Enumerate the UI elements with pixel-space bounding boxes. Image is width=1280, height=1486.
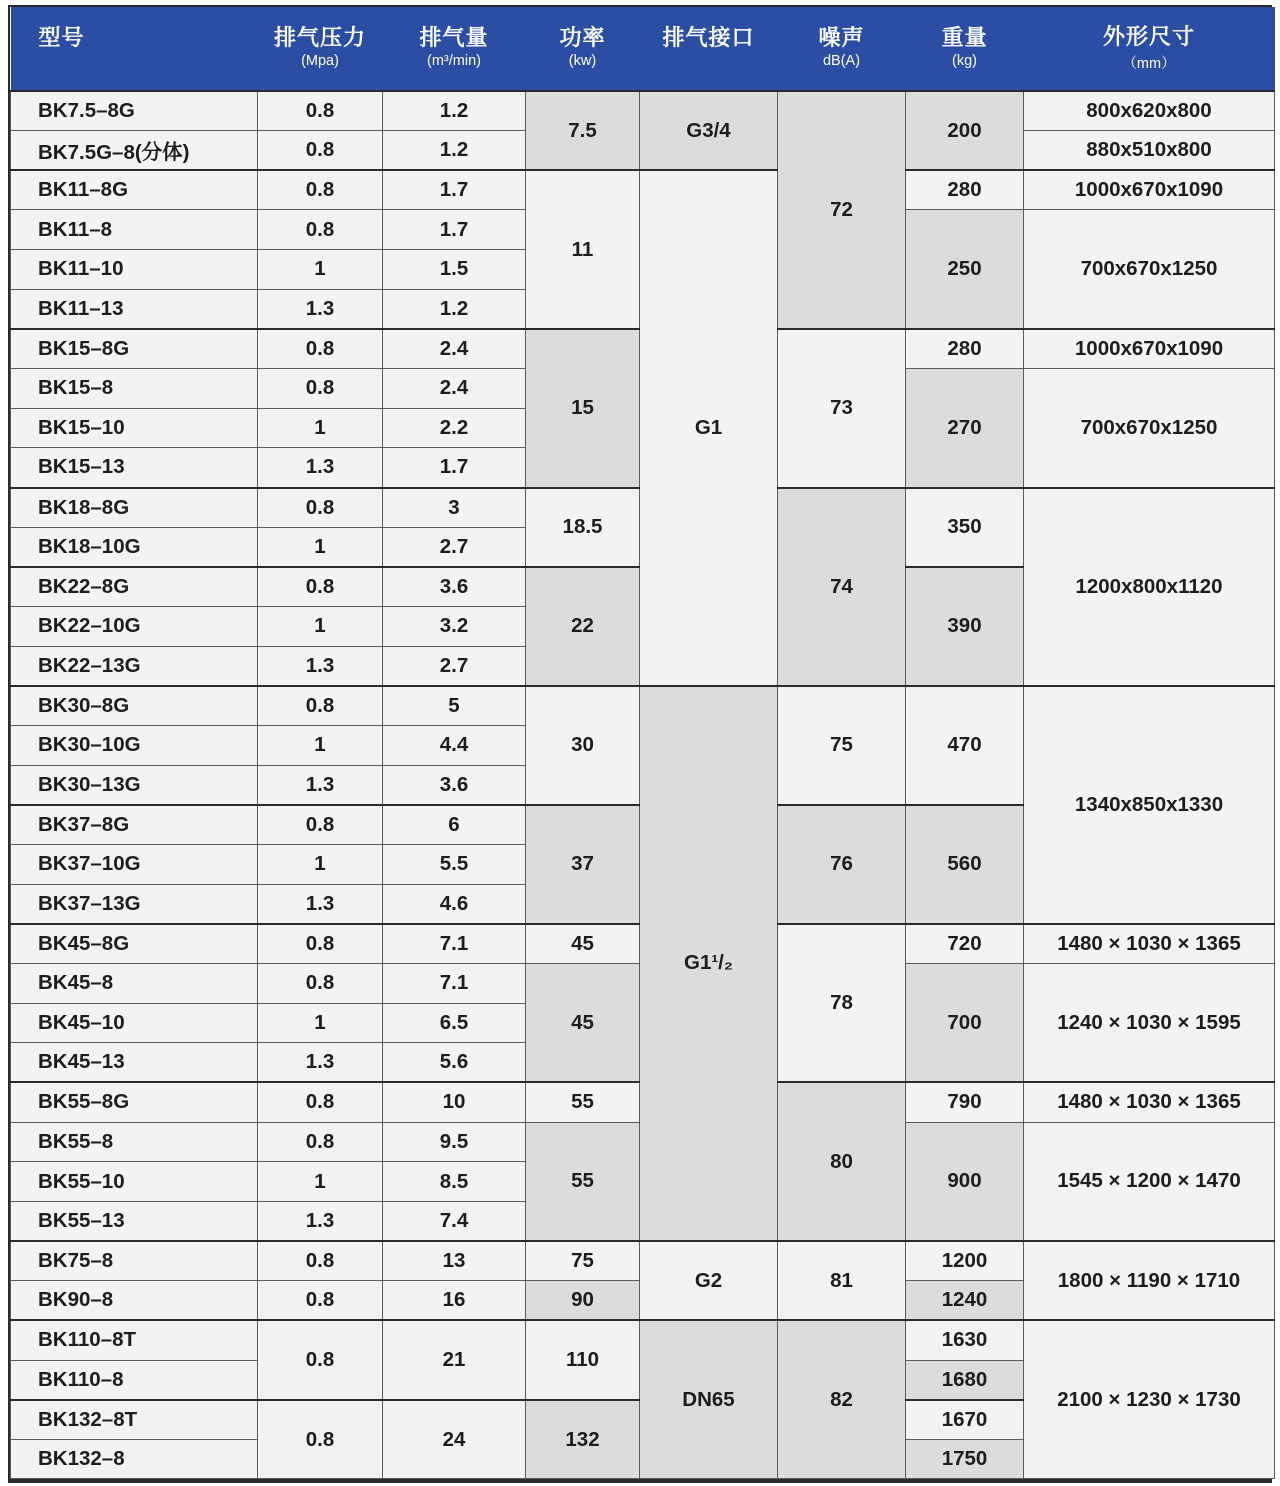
col-header-title: 排气量 — [419, 24, 489, 50]
model-cell: BK37–13G — [11, 884, 258, 924]
displacement-cell: 21 — [383, 1320, 526, 1399]
noise-cell: 76 — [778, 805, 906, 924]
pressure-cell: 1.3 — [258, 1201, 383, 1241]
pressure-cell: 0.8 — [258, 805, 383, 845]
power-cell: 7.5 — [526, 91, 640, 170]
dimensions-cell: 1545 × 1200 × 1470 — [1024, 1122, 1275, 1241]
model-cell: BK11–8G — [11, 170, 258, 210]
col-header-unit: (kg) — [952, 53, 977, 70]
interface-cell: G3/4 — [640, 91, 778, 170]
pressure-cell: 0.8 — [258, 1122, 383, 1162]
model-cell: BK90–8 — [11, 1281, 258, 1321]
col-header-dimensions — [1024, 7, 1275, 91]
displacement-cell: 1.2 — [383, 289, 526, 329]
pressure-cell: 1.3 — [258, 646, 383, 686]
displacement-cell: 6 — [383, 805, 526, 845]
pressure-cell: 0.8 — [258, 567, 383, 607]
model-cell: BK15–10 — [11, 408, 258, 448]
noise-cell: 81 — [778, 1241, 906, 1320]
col-header-power — [526, 7, 640, 91]
displacement-cell: 5.5 — [383, 844, 526, 884]
model-cell: BK55–10 — [11, 1162, 258, 1202]
table-row — [11, 1320, 1275, 1360]
weight-cell: 1670 — [906, 1400, 1024, 1440]
noise-cell: 78 — [778, 924, 906, 1083]
col-header-title: 功率 — [559, 24, 606, 50]
model-cell: BK22–10G — [11, 607, 258, 647]
displacement-cell: 1.2 — [383, 91, 526, 131]
dimensions-cell: 1240 × 1030 × 1595 — [1024, 963, 1275, 1082]
model-cell: BK15–13 — [11, 448, 258, 488]
dimensions-cell: 1480 × 1030 × 1365 — [1024, 1082, 1275, 1122]
dimensions-cell: 1800 × 1190 × 1710 — [1024, 1241, 1275, 1320]
displacement-cell: 2.4 — [383, 329, 526, 369]
pressure-cell: 0.8 — [258, 131, 383, 171]
pressure-cell: 1.3 — [258, 765, 383, 805]
pressure-cell: 0.8 — [258, 369, 383, 409]
dimensions-cell: 800x620x800 — [1024, 91, 1275, 131]
displacement-cell: 2.4 — [383, 369, 526, 409]
model-cell: BK15–8 — [11, 369, 258, 409]
col-header-displacement — [383, 7, 526, 91]
pressure-cell: 0.8 — [258, 1241, 383, 1281]
model-cell: BK37–8G — [11, 805, 258, 845]
table-row — [11, 91, 1275, 131]
weight-cell: 720 — [906, 924, 1024, 964]
power-cell: 15 — [526, 329, 640, 488]
noise-cell: 73 — [778, 329, 906, 488]
model-cell: BK110–8 — [11, 1360, 258, 1400]
displacement-cell: 10 — [383, 1082, 526, 1122]
model-cell: BK30–8G — [11, 686, 258, 726]
displacement-cell: 9.5 — [383, 1122, 526, 1162]
model-cell: BK132–8T — [11, 1400, 258, 1440]
pressure-cell: 1 — [258, 1003, 383, 1043]
pressure-cell: 1 — [258, 726, 383, 766]
pressure-cell: 0.8 — [258, 170, 383, 210]
pressure-cell: 1.3 — [258, 884, 383, 924]
dimensions-cell: 2100 × 1230 × 1730 — [1024, 1320, 1275, 1479]
model-cell: BK132–8 — [11, 1439, 258, 1479]
model-cell: BK30–10G — [11, 726, 258, 766]
power-cell: 90 — [526, 1281, 640, 1321]
weight-cell: 250 — [906, 210, 1024, 329]
displacement-cell: 5.6 — [383, 1043, 526, 1083]
interface-cell: G2 — [640, 1241, 778, 1320]
noise-cell: 80 — [778, 1082, 906, 1241]
weight-cell: 1680 — [906, 1360, 1024, 1400]
col-header-title: 型号 — [38, 24, 85, 50]
power-cell: 55 — [526, 1122, 640, 1241]
col-header-pressure — [258, 7, 383, 91]
displacement-cell: 5 — [383, 686, 526, 726]
pressure-cell: 0.8 — [258, 1082, 383, 1122]
dimensions-cell: 1340x850x1330 — [1024, 686, 1275, 924]
dimensions-cell: 1000x670x1090 — [1024, 170, 1275, 210]
pressure-cell: 1.3 — [258, 1043, 383, 1083]
power-cell: 30 — [526, 686, 640, 805]
col-header-unit: (m³/min) — [427, 53, 481, 70]
col-header-model — [11, 7, 258, 91]
power-cell: 37 — [526, 805, 640, 924]
pressure-cell: 0.8 — [258, 1400, 383, 1479]
weight-cell: 900 — [906, 1122, 1024, 1241]
col-header-weight — [906, 7, 1024, 91]
model-cell: BK45–8 — [11, 963, 258, 1003]
displacement-cell: 1.7 — [383, 448, 526, 488]
power-cell: 132 — [526, 1400, 640, 1479]
interface-cell: G1¹/₂ — [640, 686, 778, 1241]
pressure-cell: 0.8 — [258, 488, 383, 528]
model-cell: BK37–10G — [11, 844, 258, 884]
pressure-cell: 1 — [258, 408, 383, 448]
weight-cell: 1630 — [906, 1320, 1024, 1360]
displacement-cell: 3.2 — [383, 607, 526, 647]
displacement-cell: 3.6 — [383, 567, 526, 607]
dimensions-cell: 1000x670x1090 — [1024, 329, 1275, 369]
pressure-cell: 0.8 — [258, 91, 383, 131]
noise-cell: 75 — [778, 686, 906, 805]
col-header-unit: dB(A) — [822, 53, 861, 70]
model-cell: BK22–8G — [11, 567, 258, 607]
model-cell: BK55–13 — [11, 1201, 258, 1241]
pressure-cell: 1.3 — [258, 289, 383, 329]
displacement-cell: 1.7 — [383, 170, 526, 210]
col-header-title: 排气接口 — [662, 24, 755, 50]
weight-cell: 280 — [906, 170, 1024, 210]
power-cell: 18.5 — [526, 488, 640, 567]
displacement-cell: 1.5 — [383, 250, 526, 290]
model-cell: BK11–13 — [11, 289, 258, 329]
weight-cell: 280 — [906, 329, 1024, 369]
interface-cell: DN65 — [640, 1320, 778, 1479]
model-cell: BK55–8G — [11, 1082, 258, 1122]
pressure-cell: 0.8 — [258, 329, 383, 369]
pressure-cell: 0.8 — [258, 963, 383, 1003]
table-header — [11, 7, 1275, 91]
weight-cell: 1200 — [906, 1241, 1024, 1281]
pressure-cell: 0.8 — [258, 924, 383, 964]
displacement-cell: 2.2 — [383, 408, 526, 448]
col-header-interface — [640, 7, 778, 91]
interface-cell: G1 — [640, 170, 778, 686]
pressure-cell: 0.8 — [258, 1281, 383, 1321]
table-row — [11, 1241, 1275, 1281]
pressure-cell: 1 — [258, 1162, 383, 1202]
power-cell: 45 — [526, 963, 640, 1082]
weight-cell: 700 — [906, 963, 1024, 1082]
col-header-title: 重量 — [941, 24, 988, 50]
model-cell: BK18–8G — [11, 488, 258, 528]
model-cell: BK30–13G — [11, 765, 258, 805]
model-cell: BK11–8 — [11, 210, 258, 250]
weight-cell: 1750 — [906, 1439, 1024, 1479]
col-header-unit — [39, 53, 258, 72]
displacement-cell: 7.1 — [383, 963, 526, 1003]
noise-cell: 82 — [778, 1320, 906, 1479]
model-cell: BK110–8T — [11, 1320, 258, 1360]
weight-cell: 270 — [906, 369, 1024, 488]
power-cell: 55 — [526, 1082, 640, 1122]
displacement-cell: 16 — [383, 1281, 526, 1321]
col-header-title: 噪声 — [818, 24, 865, 50]
spec-table — [10, 7, 1275, 1479]
model-cell: BK75–8 — [11, 1241, 258, 1281]
pressure-cell: 1 — [258, 844, 383, 884]
col-header-unit — [640, 53, 778, 72]
col-header-title: 排气压力 — [273, 24, 366, 50]
model-cell: BK7.5–8G — [11, 91, 258, 131]
displacement-cell: 24 — [383, 1400, 526, 1479]
pressure-cell: 1 — [258, 607, 383, 647]
pressure-cell: 0.8 — [258, 210, 383, 250]
weight-cell: 790 — [906, 1082, 1024, 1122]
header-row — [11, 7, 1275, 91]
dimensions-cell: 880x510x800 — [1024, 131, 1275, 171]
pressure-cell: 1 — [258, 250, 383, 290]
weight-cell: 200 — [906, 91, 1024, 170]
weight-cell: 350 — [906, 488, 1024, 567]
model-cell: BK55–8 — [11, 1122, 258, 1162]
displacement-cell: 4.6 — [383, 884, 526, 924]
model-cell: BK45–13 — [11, 1043, 258, 1083]
displacement-cell: 13 — [383, 1241, 526, 1281]
pressure-cell: 1 — [258, 527, 383, 567]
displacement-cell: 4.4 — [383, 726, 526, 766]
table-body — [11, 91, 1275, 1479]
power-cell: 110 — [526, 1320, 640, 1399]
col-header-unit: (kw) — [568, 53, 597, 70]
model-cell: BK11–10 — [11, 250, 258, 290]
spec-table-wrapper — [8, 5, 1272, 1483]
displacement-cell: 8.5 — [383, 1162, 526, 1202]
dimensions-cell: 1200x800x1120 — [1024, 488, 1275, 686]
displacement-cell: 1.7 — [383, 210, 526, 250]
displacement-cell: 7.1 — [383, 924, 526, 964]
col-header-noise — [778, 7, 906, 91]
displacement-cell: 3.6 — [383, 765, 526, 805]
col-header-unit: （mm） — [1122, 56, 1176, 73]
dimensions-cell: 700x670x1250 — [1024, 210, 1275, 329]
weight-cell: 390 — [906, 567, 1024, 686]
displacement-cell: 2.7 — [383, 646, 526, 686]
col-header-title: 外形尺寸 — [1102, 23, 1195, 49]
noise-cell: 74 — [778, 488, 906, 686]
model-cell: BK45–8G — [11, 924, 258, 964]
pressure-cell: 0.8 — [258, 1320, 383, 1399]
pressure-cell: 0.8 — [258, 686, 383, 726]
noise-cell: 72 — [778, 91, 906, 329]
model-cell: BK45–10 — [11, 1003, 258, 1043]
displacement-cell: 7.4 — [383, 1201, 526, 1241]
power-cell: 11 — [526, 170, 640, 329]
displacement-cell: 2.7 — [383, 527, 526, 567]
power-cell: 45 — [526, 924, 640, 964]
model-cell: BK7.5G–8(分体) — [11, 131, 258, 171]
dimensions-cell: 1480 × 1030 × 1365 — [1024, 924, 1275, 964]
model-cell: BK15–8G — [11, 329, 258, 369]
displacement-cell: 1.2 — [383, 131, 526, 171]
pressure-cell: 1.3 — [258, 448, 383, 488]
weight-cell: 1240 — [906, 1281, 1024, 1321]
power-cell: 22 — [526, 567, 640, 686]
model-cell: BK22–13G — [11, 646, 258, 686]
displacement-cell: 3 — [383, 488, 526, 528]
weight-cell: 470 — [906, 686, 1024, 805]
col-header-unit: (Mpa) — [301, 53, 339, 70]
weight-cell: 560 — [906, 805, 1024, 924]
table-row — [11, 170, 1275, 210]
table-row — [11, 686, 1275, 726]
displacement-cell: 6.5 — [383, 1003, 526, 1043]
power-cell: 75 — [526, 1241, 640, 1281]
model-cell: BK18–10G — [11, 527, 258, 567]
dimensions-cell: 700x670x1250 — [1024, 369, 1275, 488]
